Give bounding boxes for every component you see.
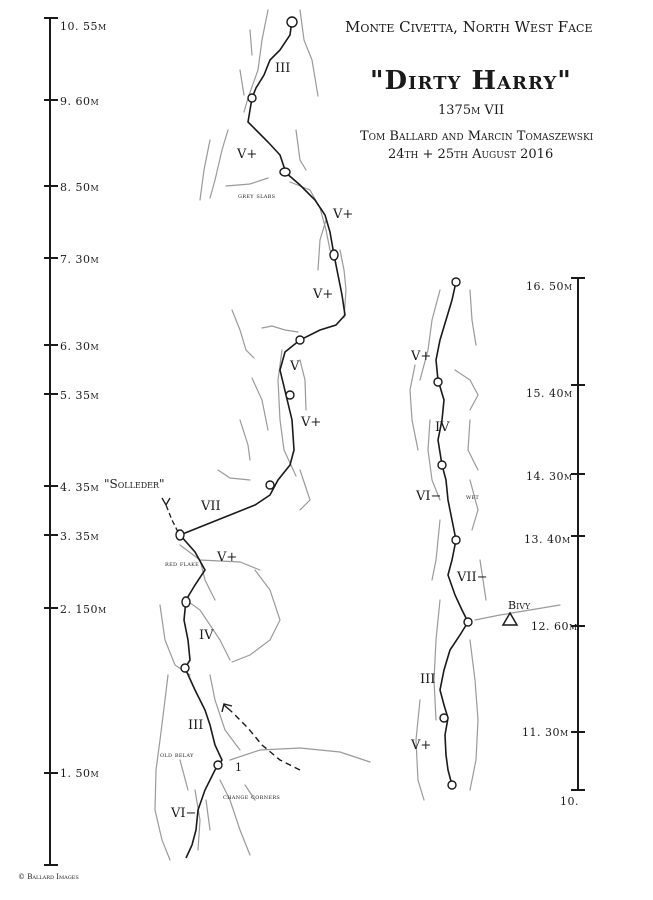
pitch-grade: V+ [237,147,258,162]
change-corners-note: change corners [223,793,281,801]
grey-slabs-note: grey slabs [238,192,276,200]
pitch-grade: IV [435,420,450,435]
left-scale-label: 10. 55m [60,20,107,33]
right-scale-label: 13. 40m [524,533,571,546]
start-marker: 1 [235,761,242,774]
left-scale-label: 3. 35m [60,530,100,543]
pitch-grade: V [290,359,300,374]
pitch-grade: V+ [411,738,432,753]
left-scale-label: 8. 50m [60,181,100,194]
solleder-line [162,498,178,532]
left-scale-label: 9. 60m [60,95,100,108]
pitch-grade: V+ [411,349,432,364]
pitch-grade: V+ [333,207,354,222]
location-title: Monte Civetta, North West Face [345,18,593,36]
right-scale-label: 16. 50m [526,280,573,293]
right-scale-label: 10. [560,795,579,808]
left-scale-label: 6. 30m [60,340,100,353]
bivy-icon [503,613,517,625]
red-flake-note: red flake [165,560,200,568]
pitch-grade: VII [201,499,221,514]
right-scale-label: 14. 30m [526,470,573,483]
pitch-grade: V+ [217,550,238,565]
left-scale-label: 7. 30m [60,253,100,266]
pitch-grade: III [275,61,291,76]
pitch-grade: VII− [457,570,488,585]
route-line-right [436,282,468,785]
bivy-note: Bivy [508,599,531,612]
image-credit: © Ballard Images [18,873,79,881]
solleder-note: "Solleder" [104,477,165,491]
left-scale-label: 5. 35m [60,389,100,402]
pitch-grade: VI− [416,489,442,504]
route-line-left [180,20,345,858]
pitch-grade: III [188,718,204,733]
left-scale-label: 2. 150m [60,603,107,616]
route-stats: 1375m VII [438,103,505,118]
right-scale-label: 12. 60m [531,620,578,633]
right-scale-bar [571,278,585,790]
pitch-grade: IV [199,628,214,643]
pitch-grade: III [420,672,436,687]
pitch-grade: VI− [171,806,197,821]
wet-note: wet [466,493,480,501]
approach-line [222,704,300,770]
dates: 24th + 25th August 2016 [388,147,554,162]
right-scale-label: 11. 30m [522,726,569,739]
climbers: Tom Ballard and Marcin Tomaszewski [360,129,594,144]
left-scale-bar [44,18,58,865]
route-name: "Dirty Harry" [370,66,572,96]
left-scale-label: 4. 35m [60,481,100,494]
pitch-grade: V+ [313,287,334,302]
left-scale-label: 1. 50m [60,767,100,780]
right-scale-label: 15. 40m [526,387,573,400]
old-belay-note: old belay [160,751,194,759]
pitch-grade: V+ [301,415,322,430]
